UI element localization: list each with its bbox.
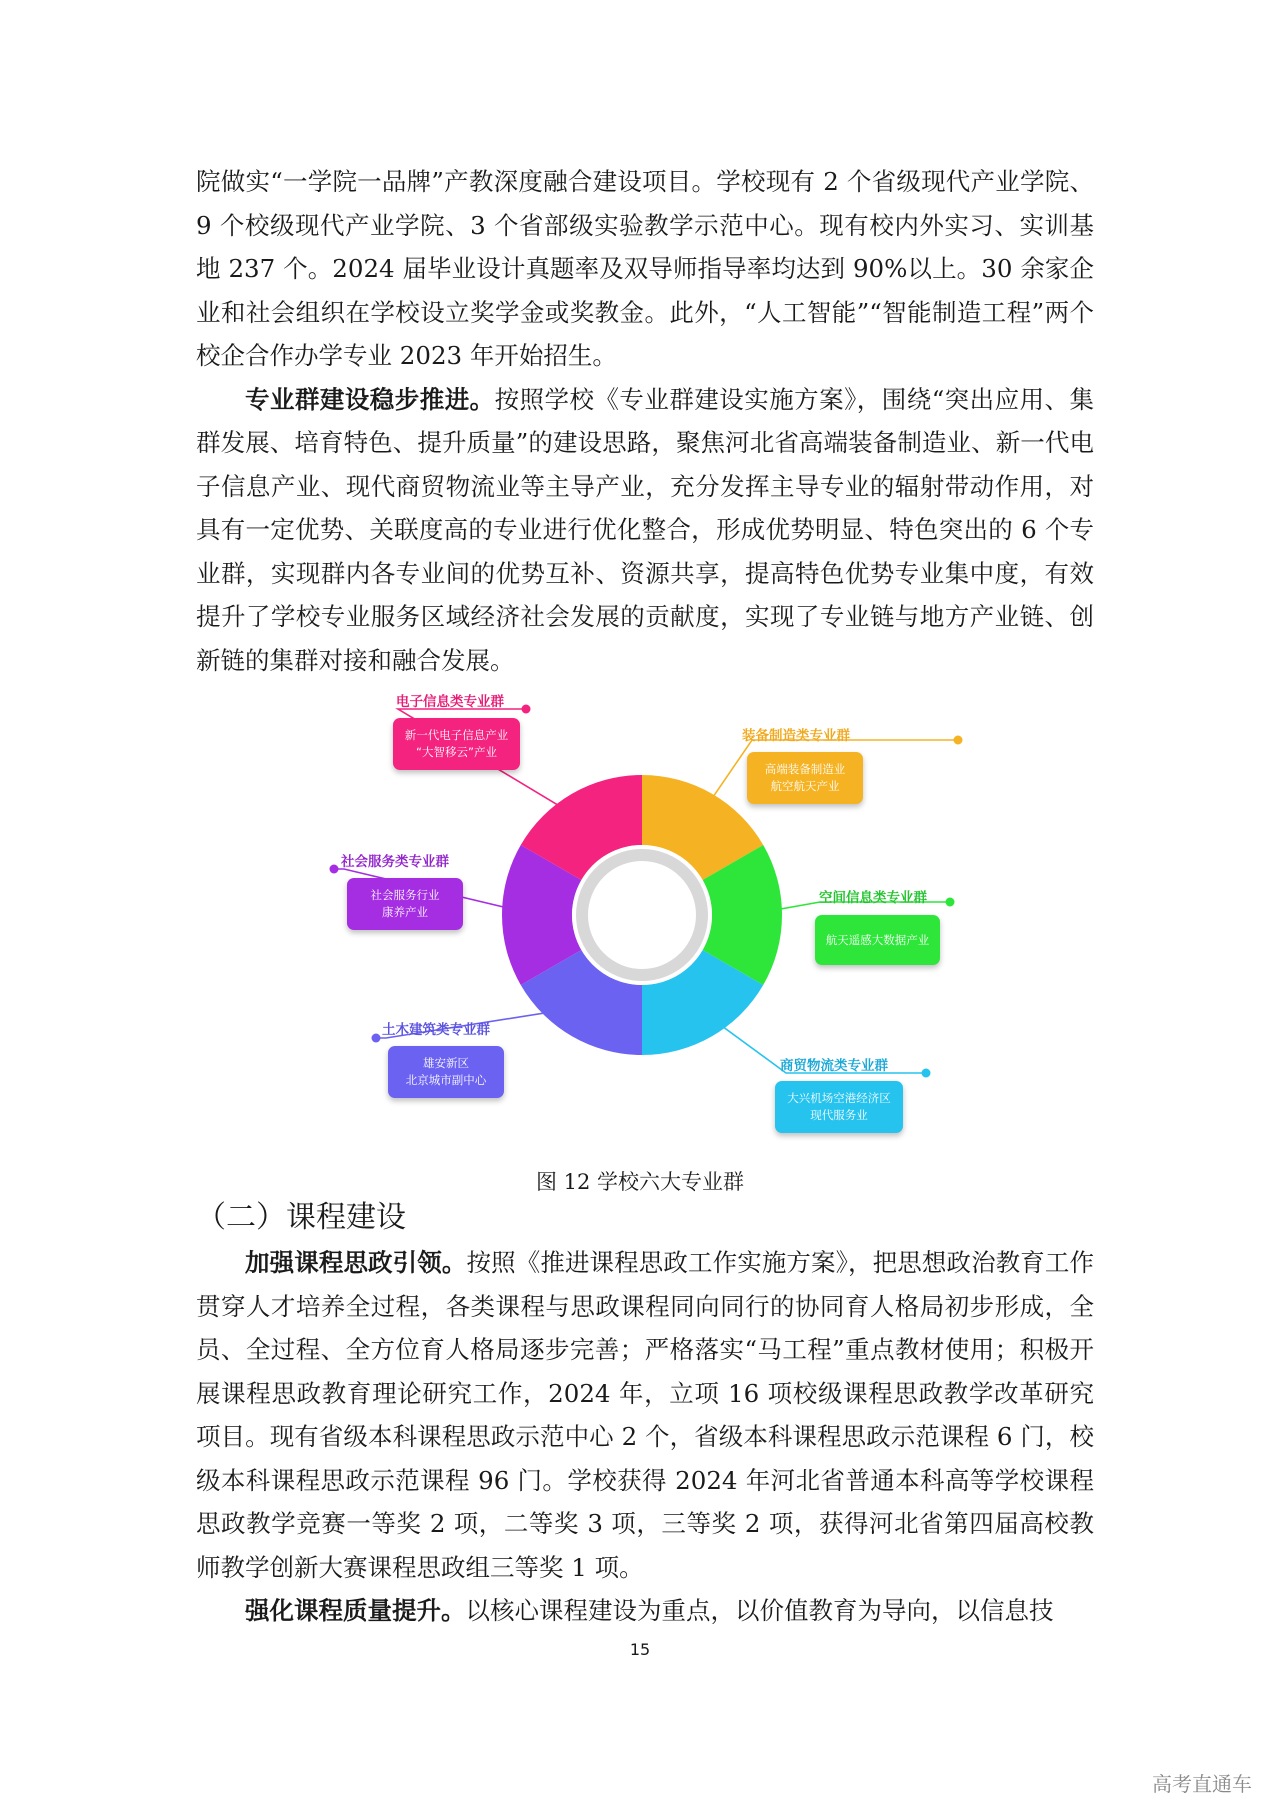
group-box-space: [815, 915, 940, 965]
group-line: 现代服务业: [810, 1108, 868, 1122]
group-line: 康养产业: [382, 905, 428, 919]
group-line: 雄安新区: [423, 1056, 469, 1070]
group-box-commerce: [775, 1081, 903, 1133]
leader-dot-electronic: [522, 705, 531, 714]
group-line: 新一代电子信息产业: [404, 728, 509, 742]
group-box-social: [347, 878, 463, 930]
paragraph-course-ideology: [196, 1241, 1094, 1589]
paragraph-text: 按照学校《专业群建设实施方案》，围绕“突出应用、集群发展、培育特色、提升质量”的建设思路，聚焦河北省高端装备制造业、新一代电子信息产业、现代商贸物流业等主导产业，充分发挥主导专业的辐射带动作用，对具有一定优势、关联度高的专业进行优化整合，形成优势明显、特色突出的 6 个专业群，实现群内各专业间的优势互补、资源共享，提高特色优势专业集中度，有效提升了学校专业服务区域经济社会发展的贡献度，实现了专业链与地方产业链、创新链的集群对接和融合发展。: [196, 384, 1094, 675]
leader-dot-civil: [372, 1034, 381, 1043]
group-title-space: 空间信息类专业群: [819, 890, 927, 906]
group-line: 高端装备制造业: [764, 762, 846, 776]
leader-dot-equipment: [954, 736, 963, 745]
paragraph-lead: 专业群建设稳步推进。: [245, 384, 495, 414]
paragraph-lead: 强化课程质量提升。: [245, 1596, 466, 1625]
group-line: 航天遥感大数据产业: [825, 932, 930, 947]
group-line: 北京城市副中心: [405, 1073, 487, 1087]
group-title-commerce: 商贸物流类专业群: [780, 1058, 888, 1074]
group-box-equipment: [747, 752, 863, 804]
paragraph-text: 以核心课程建设为重点，以价值教育为导向，以信息技: [465, 1596, 1054, 1625]
group-title-equipment: 装备制造类专业群: [742, 728, 850, 744]
paragraph-text: 院做实“一学院一品牌”产教深度融合建设项目。学校现有 2 个省级现代产业学院、9 个校级现代产业学院、3 个省部级实验教学示范中心。现有校内外实习、实训基地 237 个。2024 届毕业设计真题率及双导师指导率均达到 90%以上。30 余家企业和社会组织在学校设立奖学金或奖教金。此外，“人工智能”“智能制造工程”两个校企合作办学专业 2023 年开始招生。: [196, 167, 1094, 370]
page-number: 15: [629, 1640, 651, 1659]
paragraph-course-quality: [196, 1589, 1094, 1633]
group-line: 大兴机场空港经济区: [787, 1091, 891, 1105]
section-heading: （二）课程建设: [196, 1200, 406, 1235]
paragraph-industry-college: [196, 160, 1094, 378]
paragraph-major-groups: [196, 378, 1094, 683]
group-box-electronic: [393, 718, 520, 770]
leader-dot-commerce: [922, 1069, 931, 1078]
leader-dot-social: [330, 865, 339, 874]
donut-inner-ring-bg: [572, 845, 712, 985]
major-groups-figure: [300, 688, 990, 1158]
group-title-social: 社会服务类专业群: [341, 854, 449, 870]
group-title-electronic: 电子信息类专业群: [396, 694, 504, 710]
top-text-block: [196, 160, 1094, 682]
group-title-civil: 土木建筑类专业群: [382, 1022, 490, 1038]
bottom-text-block: [196, 1241, 1094, 1633]
group-line: 社会服务行业: [370, 888, 440, 902]
group-line: 航空航天产业: [770, 779, 840, 793]
figure-caption: 图 12 学校六大专业群: [535, 1170, 745, 1194]
paragraph-lead: 加强课程思政引领。: [245, 1248, 467, 1277]
paragraph-text: 按照《推进课程思政工作实施方案》，把思想政治教育工作贯穿人才培养全过程，各类课程与思政课程同向同行的协同育人格局初步形成，全员、全过程、全方位育人格局逐步完善；严格落实“马工程”重点教材使用；积极开展课程思政教育理论研究工作，2024 年，立项 16 项校级课程思政教学改革研究项目。现有省级本科课程思政示范中心 2 个，省级本科课程思政示范课程 6 门，校级本科课程思政示范课程 96 门。学校获得 2024 年河北省普通本科高等学校课程思政教学竞赛一等奖 2 项，二等奖 3 项，三等奖 2 项，获得河北省第四届高校教师教学创新大赛课程思政组三等奖 1 项。: [196, 1248, 1095, 1582]
group-box-civil: [388, 1046, 504, 1098]
leader-dot-space: [946, 898, 955, 907]
group-line: “大智移云”产业: [416, 745, 497, 759]
watermark: 高考直通车: [1152, 1772, 1252, 1796]
